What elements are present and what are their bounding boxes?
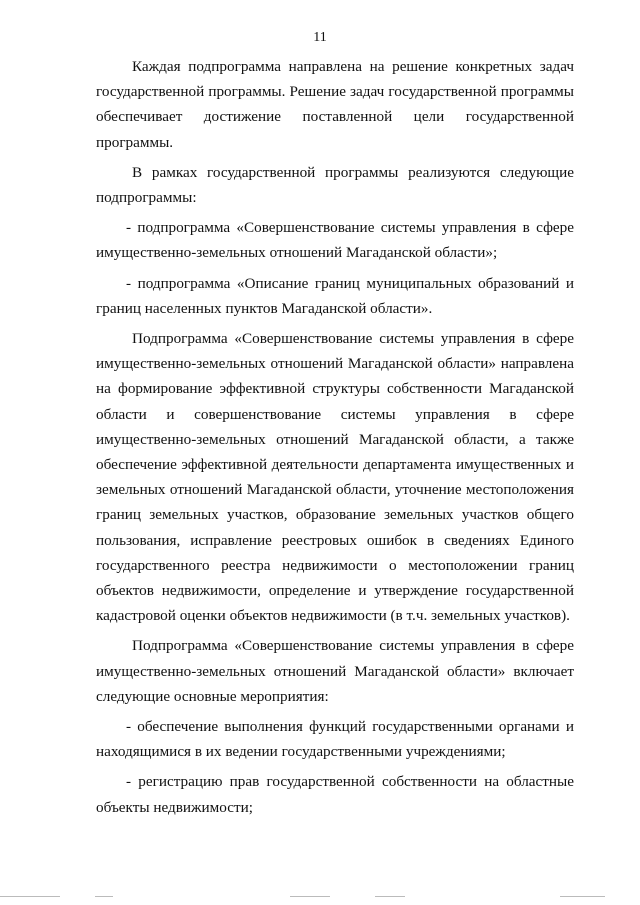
scan-line — [375, 896, 405, 897]
list-item: - подпрограмма «Совершенствование системы управления в сфере имущественно-земельных отношений Магаданской области»; — [96, 219, 574, 262]
paragraph-6: Подпрограмма «Совершенствование системы управления в сфере имущественно-земельных отношений Магаданской области» включает следующие основные мероприятия: — [96, 637, 574, 705]
list-item: - подпрограмма «Описание границ муниципальных образований и границ населенных пунктов Магаданской области». — [96, 274, 574, 317]
list-item: - обеспечение выполнения функций государственными органами и находящимися в их ведении государственными учреждениями; — [96, 718, 574, 761]
scan-line — [560, 896, 605, 897]
list-item: - регистрацию прав государственной собственности на областные объекты недвижимости; — [96, 773, 574, 816]
scan-line — [95, 896, 113, 897]
scan-line — [290, 896, 330, 897]
document-body — [96, 54, 574, 825]
page-number: 11 — [313, 30, 327, 45]
scan-line — [0, 896, 60, 897]
footer-scan-marks — [0, 896, 640, 902]
paragraph-1: Каждая подпрограмма направлена на решение конкретных задач государственной программы. Решение задач государственной программы обеспечивает достижение поставленной цели государственной программы. — [96, 58, 574, 151]
paragraph-2: В рамках государственной программы реализуются следующие подпрограммы: — [96, 163, 574, 207]
paragraph-5: Подпрограмма «Совершенствование системы управления в сфере имущественно-земельных отношений Магаданской области» направлена на формирование эффективной структуры собственности Магаданской области и совершенствование системы управления в сфере имущественно-земельных отношений Магаданской области, а также обеспечение эффективной деятельности департамента имущественных и земельных отношений Магаданской области, уточнение местоположения границ земельных участков, образование земельных участков общего пользования, исправление реестровых ошибок в сведениях Единого государственного реестра недвижимости о местоположении границ объектов недвижимости, определение и утверждение государственной кадастровой оценки объектов недвижимости (в т.ч. земельных участков). — [96, 330, 574, 625]
